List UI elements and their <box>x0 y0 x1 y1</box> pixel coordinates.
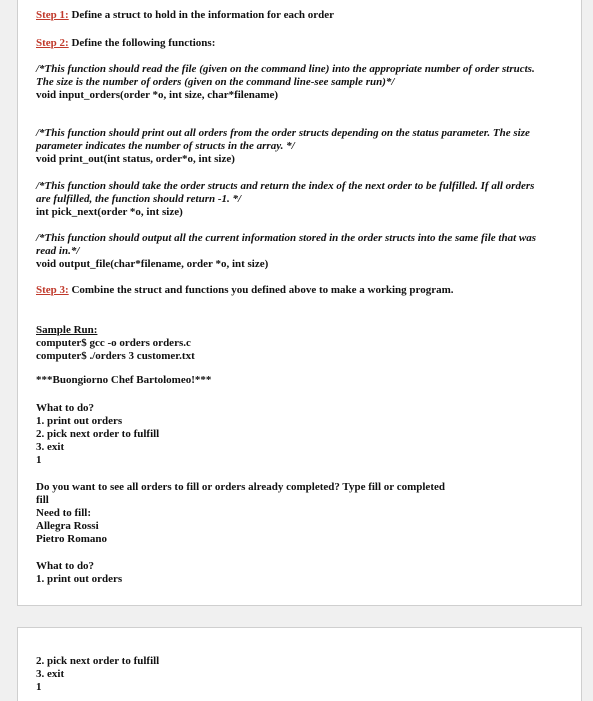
run-line: Do you want to see all orders to fill or orders already completed? Type fill or completed <box>36 481 445 493</box>
run-line: 3. exit <box>36 441 65 453</box>
f4-comment-line-1: /*This function should output all the current information stored in the order structs into the same file that was <box>36 232 536 244</box>
f2-comment-line-1: /*This function should print out all orders from the order structs depending on the status parameter. The size <box>36 127 530 139</box>
step3-line <box>36 284 454 297</box>
run-line: computer$ ./orders 3 customer.txt <box>36 350 195 362</box>
run-line: What to do? <box>36 402 95 414</box>
step3-text: Combine the struct and functions you defined above to make a working program. <box>68 284 454 296</box>
step1-line <box>36 9 334 22</box>
f4-comment-line-2: read in.*/ <box>36 245 80 257</box>
run-line: Need to fill: <box>36 507 91 519</box>
f4-signature: void output_file(char*filename, order *o, int size) <box>36 258 269 270</box>
f3-comment-line-2: are fulfilled, the function should return -1. */ <box>36 193 242 205</box>
step1-text: Define a struct to hold in the information for each order <box>68 9 334 21</box>
f1-signature: void input_orders(order *o, int size, char*filename) <box>36 89 279 101</box>
run-line: 2. pick next order to fulfill <box>36 655 160 667</box>
sample-run-title: Sample Run: <box>36 324 98 336</box>
run-line: What to do? <box>36 560 95 572</box>
step2-text: Define the following functions: <box>68 37 216 49</box>
run-line: 1. print out orders <box>36 573 123 585</box>
f1-comment-line-2: The size is the number of orders (given on the command line-see sample run)*/ <box>36 76 395 88</box>
step1-label: Step 1: <box>36 9 69 21</box>
run-line: 2. pick next order to fulfill <box>36 428 160 440</box>
run-line: 3. exit <box>36 668 65 680</box>
f2-signature: void print_out(int status, order*o, int size) <box>36 153 235 165</box>
f2-comment-line-2: parameter indicates the number of structs in the array. */ <box>36 140 295 152</box>
f3-signature: int pick_next(order *o, int size) <box>36 206 183 218</box>
run-line: 1 <box>36 681 42 693</box>
run-line: Pietro Romano <box>36 533 107 545</box>
step2-label: Step 2: <box>36 37 69 49</box>
run-line: 1 <box>36 454 42 466</box>
run-line: ***Buongiorno Chef Bartolomeo!*** <box>36 374 212 386</box>
run-line: 1. print out orders <box>36 415 123 427</box>
run-line: computer$ gcc -o orders orders.c <box>36 337 191 349</box>
step2-line <box>36 37 215 50</box>
run-line: fill <box>36 494 49 506</box>
document-page-1 <box>17 0 582 606</box>
step3-label: Step 3: <box>36 284 69 296</box>
f3-comment-line-1: /*This function should take the order structs and return the index of the next order to be fulfilled. If all orders <box>36 180 535 192</box>
f1-comment-line-1: /*This function should read the file (given on the command line) into the appropriate number of order structs. <box>36 63 535 75</box>
run-line: Allegra Rossi <box>36 520 99 532</box>
document-page-2 <box>17 627 582 701</box>
